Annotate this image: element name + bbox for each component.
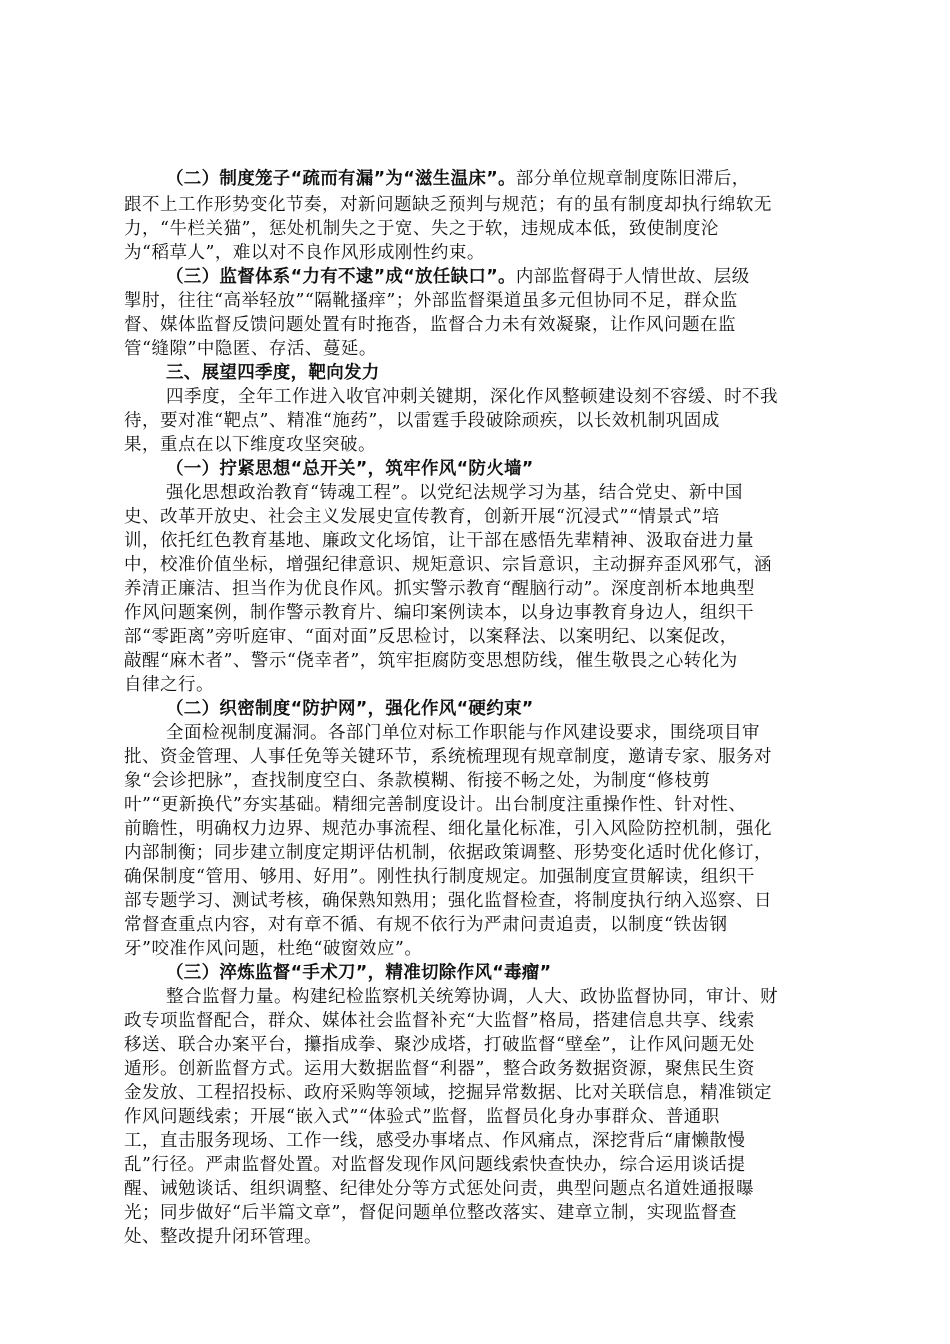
paragraph-line: 待，要对准“靶点”、精准“施药”，以雷霆手段破除顽疾，以长效机制巩固成 <box>124 411 720 431</box>
paragraph-line: 为“稻草人”，难以对不良作风形成刚性约束。 <box>124 243 485 263</box>
paragraph-line: 掣肘，往往“高举轻放”“隔靴搔痒”；外部监督渠道虽多元但协同不足，群众监 <box>124 291 738 311</box>
paragraph-line: 自律之行。 <box>124 675 214 695</box>
paragraph-line: 部“零距离”旁听庭审、“面对面”反思检讨，以案释法、以案明纪、以案促改， <box>124 627 738 647</box>
paragraph-line: 象“会诊把脉”，查找制度空白、条款模糊、衔接不畅之处，为制度“修枝剪 <box>124 771 711 791</box>
paragraph-heading: （二）制度笼子“疏而有漏”为“滋生温床”。 <box>166 169 516 189</box>
subsection-heading: （一）拧紧思想“总开关”，筑牢作风“防火墙” <box>166 459 534 479</box>
paragraph-line <box>166 166 750 192</box>
paragraph-line: 移送、联合办案平台，攥指成拳、聚沙成塔，打破监督“壁垒”，让作风问题无处 <box>124 1035 755 1055</box>
paragraph-line: 常督查重点内容，对有章不循、有规不依行为严肃问责追责，以制度“铁齿钢 <box>124 915 728 935</box>
paragraph-line: 全面检视制度漏洞。各部门单位对标工作职能与作风建设要求，围绕项目审 <box>166 723 760 743</box>
paragraph-line: 整合监督力量。构建纪检监察机关统筹协调，人大、政协监督协同，审计、财 <box>166 987 778 1007</box>
paragraph-line: 政专项监督配合，群众、媒体社会监督补充“大监督”格局，搭建信息共享、线索 <box>124 1011 755 1031</box>
paragraph-line: 内部制衡；同步建立制度定期评估机制，依据政策调整、形势变化适时优化修订， <box>124 843 772 863</box>
section-heading: 三、展望四季度，靶向发力 <box>166 363 380 383</box>
paragraph-line: 养清正廉洁、担当作为优良作风。抓实警示教育“醒脑行动”。深度剖析本地典型 <box>124 579 755 599</box>
subsection-heading: （二）织密制度“防护网”，强化作风“硬约束” <box>166 699 534 719</box>
paragraph-line: 遁形。创新监督方式。运用大数据监督“利器”，整合政务数据资源，聚焦民生资 <box>124 1059 755 1079</box>
paragraph-line: 四季度，全年工作进入收官冲刺关键期，深化作风整顿建设刻不容缓、时不我 <box>166 387 778 407</box>
paragraph-line: 作风问题线索；开展“嵌入式”“体验式”监督，监督员化身办事群众、普通职 <box>124 1107 720 1127</box>
paragraph-line: 作风问题案例，制作警示教育片、编印案例读本，以身边事教育身边人，组织干 <box>124 603 754 623</box>
paragraph-line: 强化思想政治教育“铸魂工程”。以党纪法规学习为基，结合党史、新中国 <box>166 483 743 503</box>
paragraph-line: 前瞻性，明确权力边界、规范办事流程、细化量化标准，引入风险防控机制，强化 <box>124 819 772 839</box>
paragraph-line: 中，校准价值坐标，增强纪律意识、规矩意识、宗旨意识，主动摒弃歪风邪气，涵 <box>124 555 772 575</box>
paragraph-line: 果，重点在以下维度攻坚突破。 <box>124 435 376 455</box>
paragraph-text: 部分单位规章制度陈旧滞后， <box>515 169 750 189</box>
paragraph-line: 醒、诫勉谈话、组织调整、纪律处分等方式惩处问责，典型问题点名道姓通报曝 <box>124 1179 754 1199</box>
paragraph-line: 督、媒体监督反馈问题处置有时拖沓，监督合力未有效凝聚，让作风问题在监 <box>124 315 736 335</box>
paragraph-line: 力，“牛栏关猫”，惩处机制失之于宽、失之于软，违规成本低，致使制度沦 <box>124 219 719 239</box>
paragraph-line: 处、整改提升闭环管理。 <box>124 1227 322 1247</box>
paragraph-line: 敲醒“麻木者”、警示“侥幸者”，筑牢拒腐防变思想防线，催生敬畏之心转化为 <box>124 651 738 671</box>
paragraph-line: 确保制度“管用、够用、好用”。刚性执行制度规定。加强制度宣贯解读，组织干 <box>124 867 755 887</box>
paragraph-line: 史、改革开放史、社会主义发展史宣传教育，创新开展“沉浸式”“情景式”培 <box>124 507 720 527</box>
paragraph-text: 内部监督碍于人情世故、层级 <box>515 267 750 287</box>
paragraph-line: 工，直击服务现场、工作一线，感受办事堵点、作风痛点，深挖背后“庸懒散慢 <box>124 1131 746 1151</box>
paragraph-line: 乱”行径。严肃监督处置。对监督发现作风问题线索快查快办，综合运用谈话提 <box>124 1155 746 1175</box>
paragraph-line: 跟不上工作形势变化节奏，对新问题缺乏预判与规范；有的虽有制度却执行绵软无 <box>124 195 772 215</box>
paragraph-line: 部专题学习、测试考核，确保熟知熟用；强化监督检查，将制度执行纳入巡察、日 <box>124 891 772 911</box>
paragraph-heading: （三）监督体系“力有不逮”成“放任缺口”。 <box>166 267 516 287</box>
paragraph-line: 金发放、工程招投标、政府采购等领域，挖掘异常数据、比对关联信息，精准锁定 <box>124 1083 772 1103</box>
paragraph-line: 批、资金管理、人事任免等关键环节，系统梳理现有规章制度，邀请专家、服务对 <box>124 747 772 767</box>
paragraph-line: 管“缝隙”中隐匿、存活、蔓延。 <box>124 339 377 359</box>
subsection-heading: （三）淬炼监督“手术刀”，精准切除作风“毒瘤” <box>166 963 552 983</box>
paragraph-line: 训，依托红色教育基地、廉政文化场馆，让干部在感悟先辈精神、汲取奋进力量 <box>124 531 754 551</box>
paragraph-line: 牙”咬准作风问题，杜绝“破窗效应”。 <box>124 939 423 959</box>
paragraph-line <box>166 264 750 290</box>
paragraph-line: 光；同步做好“后半篇文章”，督促问题单位整改落实、建章立制，实现监督查 <box>124 1203 737 1223</box>
paragraph-line: 叶”“更新换代”夯实基础。精细完善制度设计。出台制度注重操作性、针对性、 <box>124 795 747 815</box>
